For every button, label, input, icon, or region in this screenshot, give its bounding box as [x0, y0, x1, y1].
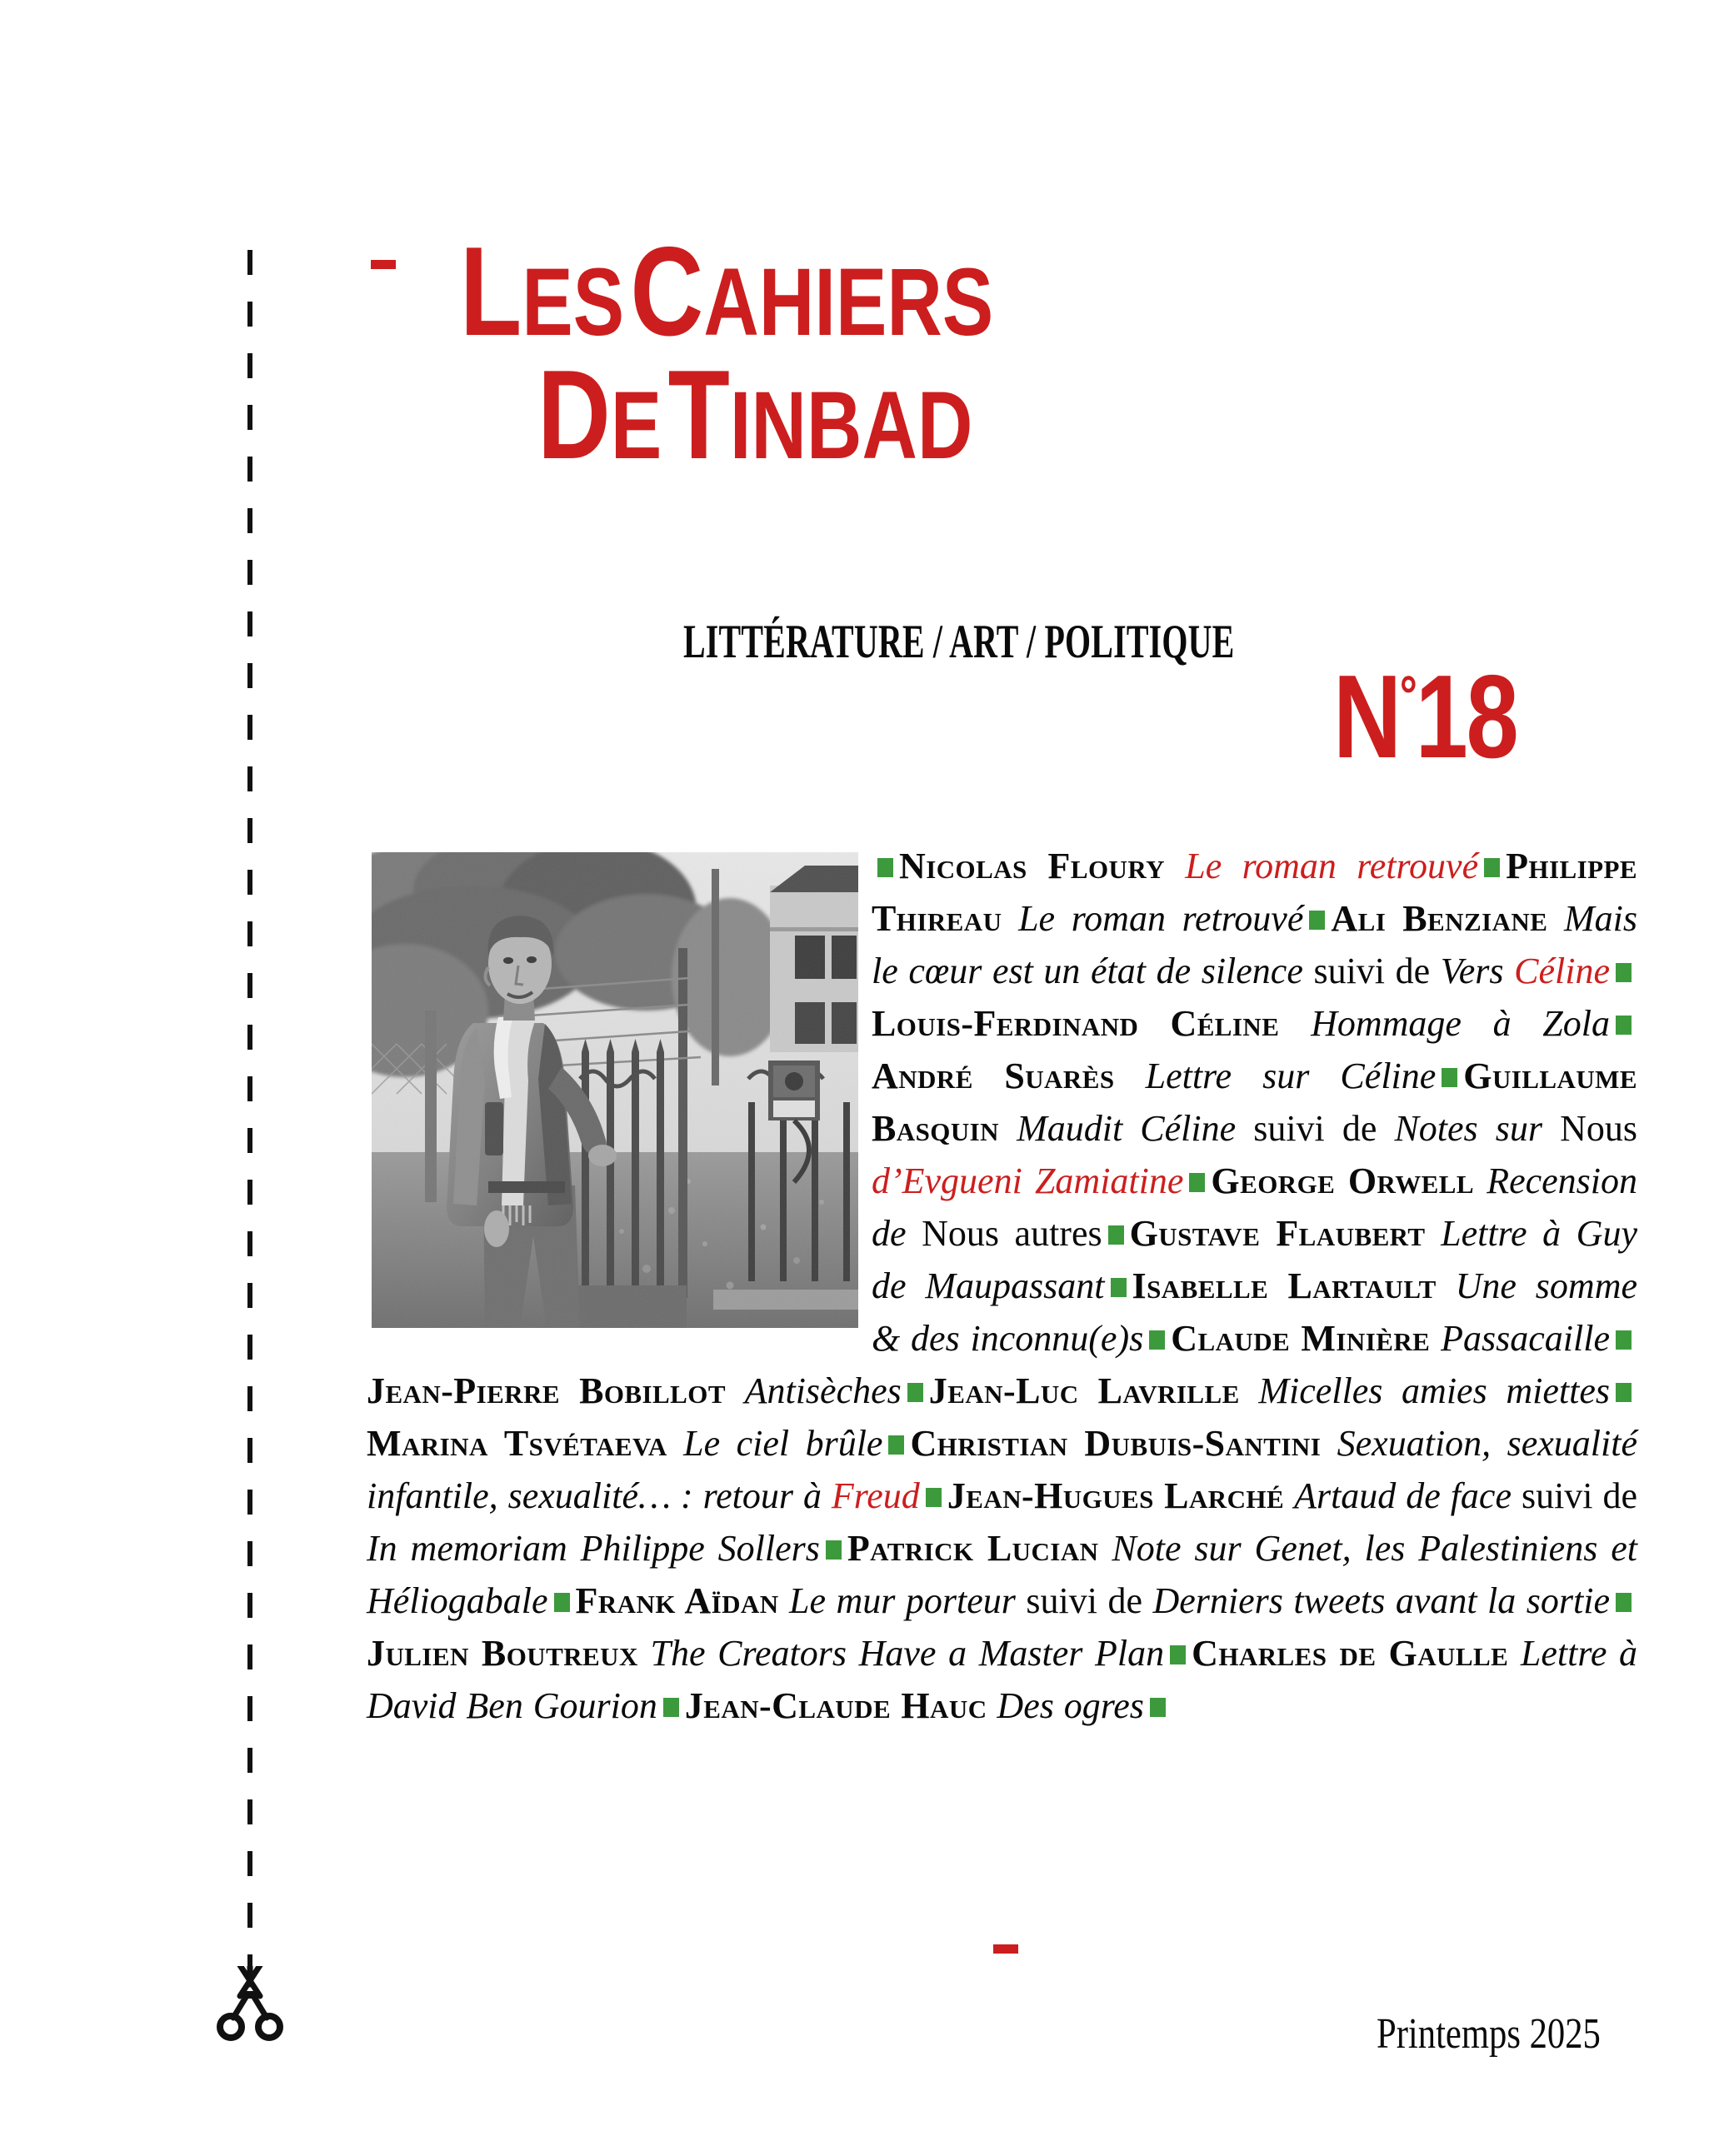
contents-title-2a: Notes sur [1394, 1108, 1542, 1149]
contents-title: Passacaille [1441, 1318, 1610, 1359]
contents-author: Nicolas Floury [899, 846, 1165, 886]
contents-author: Isabelle Lartault [1132, 1265, 1437, 1306]
contents-author: Julien Boutreux [367, 1633, 638, 1674]
title-line-1 [460, 221, 994, 362]
contents-author: Gustave Flaubert [1129, 1213, 1426, 1254]
bullet-icon [826, 1540, 842, 1560]
contents-title-red: Freud [831, 1475, 920, 1516]
bullet-icon [554, 1593, 570, 1612]
contents-author: Jean-Pierre Bobillot [367, 1370, 726, 1411]
red-tick-top [371, 260, 396, 269]
contents-title: Maudit Céline [1017, 1108, 1237, 1149]
contents-connector: suivi de [1313, 951, 1431, 991]
contents-author: Frank Aïdan [575, 1580, 779, 1621]
title-l2-w1-rest: E [610, 372, 662, 479]
photo-text-wrap-spacer [367, 840, 872, 1331]
contents-title: Le mur porteur [789, 1580, 1016, 1621]
contents-title: Lettre à Guy de Maupassant [872, 1213, 1637, 1306]
contents-author: Jean-Hugues Larché [947, 1475, 1285, 1516]
issue-digits: 18 [1415, 651, 1517, 783]
bullet-icon [926, 1488, 942, 1507]
bullet-icon [1108, 1225, 1124, 1245]
contents-title: Antisèches [744, 1370, 902, 1411]
contents-title: The Creators Have a Master Plan [650, 1633, 1165, 1674]
title-l2-w2-cap: T [667, 344, 730, 486]
contents-title: Artaud de face [1294, 1475, 1512, 1516]
contents-author: Jean-Luc Lavrille [928, 1370, 1240, 1411]
cut-dashed-line [247, 250, 252, 1979]
bullet-icon [877, 858, 893, 877]
title-l1-w1-cap: L [460, 221, 522, 362]
bullet-icon [663, 1698, 679, 1717]
bullet-icon [1616, 1330, 1632, 1350]
title-line-2 [537, 344, 973, 486]
bullet-icon [1111, 1278, 1127, 1297]
bullet-icon [1309, 911, 1325, 930]
contents-title: Lettre à David Ben Gourion [367, 1633, 1638, 1726]
contents-author: Marina Tsvétaeva [367, 1423, 667, 1464]
contents-title-2-red: Céline [1514, 951, 1610, 991]
issue-number [1333, 651, 1517, 783]
bullet-icon [1484, 858, 1500, 877]
contents-connector: suivi de [1253, 1108, 1377, 1149]
title-l1-w1-rest: ES [522, 249, 625, 356]
contents-title: Sexuation, sexualité infantile, sexualité… : retour à [367, 1423, 1637, 1516]
contents-title: Recension de [872, 1160, 1637, 1254]
contents-title: Le ciel brûle [683, 1423, 883, 1464]
contents-title: Une somme & des inconnu(e)s [872, 1265, 1637, 1359]
issue-prefix: N [1333, 651, 1400, 783]
bullet-icon [1616, 963, 1632, 982]
contents-author: Louis-Ferdinand Céline [872, 1003, 1280, 1044]
bullet-icon [907, 1383, 923, 1402]
contents-author: Philippe Thireau [872, 846, 1637, 939]
contents-title: Mais le cœur est un état de silence [872, 898, 1637, 991]
contents-title: Le roman retrouvé [1018, 898, 1304, 939]
bullet-icon [1616, 1016, 1632, 1035]
contents-author: Patrick Lucian [847, 1528, 1099, 1569]
contents-list [367, 840, 1637, 1732]
bullet-icon [1150, 1698, 1166, 1717]
contents-author: Guillaume Basquin [872, 1056, 1637, 1149]
contents-title: Micelles amies miettes [1258, 1370, 1610, 1411]
contents-title: Le roman retrouvé [1185, 846, 1479, 886]
bullet-icon [1442, 1068, 1457, 1087]
contents-title: Des ogres [997, 1685, 1144, 1726]
contents-title: Hommage à Zola [1311, 1003, 1611, 1044]
contents-title: Lettre sur Céline [1145, 1056, 1437, 1096]
bullet-icon [1149, 1330, 1165, 1350]
contents-author: Christian Dubuis-Santini [910, 1423, 1322, 1464]
contents-title-2: Derniers tweets avant la sortie [1152, 1580, 1610, 1621]
contents-connector: suivi de [1521, 1475, 1637, 1516]
contents-author: Claude Minière [1171, 1318, 1431, 1359]
red-tick-bottom [993, 1944, 1018, 1954]
contents-author: Charles de Gaulle [1192, 1633, 1509, 1674]
bullet-icon [1616, 1593, 1632, 1612]
bullet-icon [888, 1435, 904, 1455]
title-l1-w2-rest: AHIERS [703, 249, 994, 356]
contents-connector: suivi de [1026, 1580, 1142, 1621]
title-l2-w1-cap: D [537, 344, 611, 486]
subtitle: LITTÉRATURE / ART / POLITIQUE [683, 616, 1235, 668]
contents-title-2-red: d’Evgueni Zamiatine [872, 1160, 1184, 1201]
bullet-icon [1189, 1173, 1205, 1192]
issue-degree-sign: ° [1399, 664, 1416, 726]
contents-title-2: In memoriam Philippe Sollers [367, 1528, 820, 1569]
bullet-icon [1616, 1383, 1632, 1402]
title-l1-w2-cap: C [630, 221, 704, 362]
contents-title: Note sur Genet, les Palestiniens et Héliogabale [367, 1528, 1637, 1621]
scissors-icon [208, 1966, 292, 2066]
contents-author: André Suarès [872, 1056, 1115, 1096]
contents-title-2: Nous autres [922, 1213, 1102, 1254]
contents-title-2b: Nous [1560, 1108, 1637, 1149]
title-l2-w2-rest: INBAD [729, 372, 973, 479]
contents-author: George Orwell [1211, 1160, 1475, 1201]
bullet-icon [1170, 1645, 1186, 1664]
contents-author: Jean-Claude Hauc [684, 1685, 987, 1726]
contents-author: Ali Benziane [1331, 898, 1548, 939]
contents-title-2: Vers [1440, 951, 1515, 991]
season-date: Printemps 2025 [1377, 2010, 1601, 2058]
